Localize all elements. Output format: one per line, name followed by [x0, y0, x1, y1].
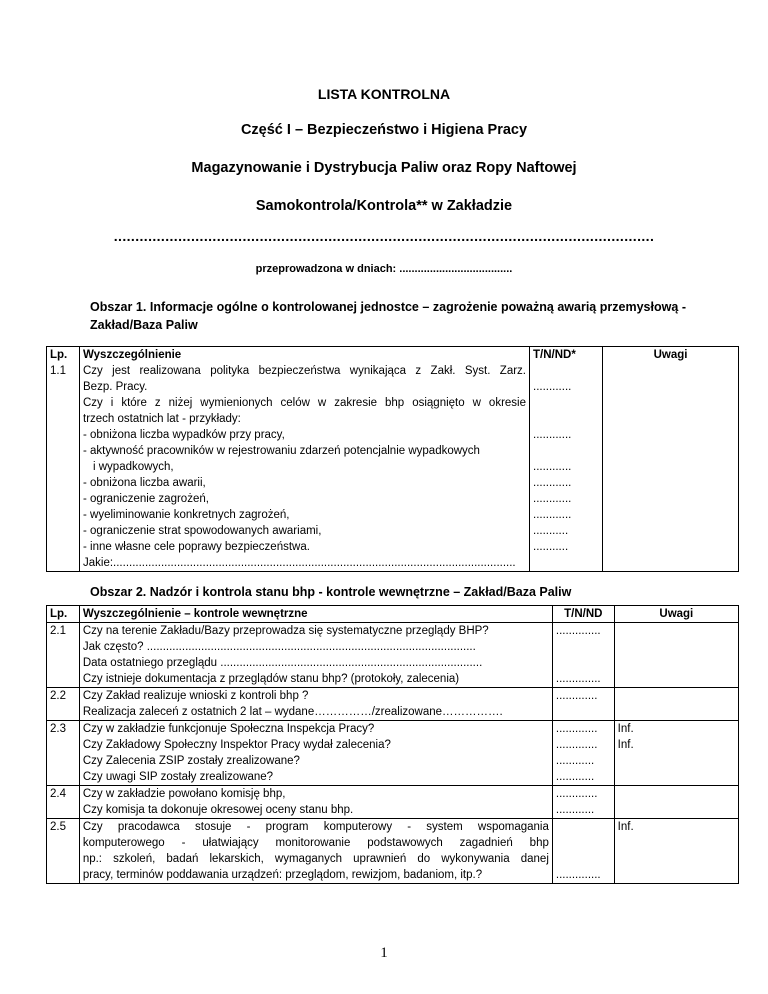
notes-cell[interactable] [614, 819, 738, 884]
description-cell [79, 819, 552, 884]
item-line: - wyeliminowanie konkretnych zagrożeń, [83, 509, 290, 521]
answer-blank[interactable] [533, 555, 599, 571]
control-type-title: Samokontrola/Kontrola** w Zakładzie [255, 198, 513, 214]
answer-blank[interactable]: ............ [533, 493, 572, 505]
answer-blank[interactable]: ............ [555, 804, 595, 816]
notes-cell[interactable] [603, 347, 739, 572]
area1-table [46, 346, 739, 572]
area2-header-row [47, 606, 739, 623]
item-line: - obniżona liczba wypadków przy pracy, [83, 429, 285, 441]
answer-blank[interactable] [556, 704, 611, 720]
part-title: Część I – Bezpieczeństwo i Higiena Pracy [240, 122, 528, 138]
item-line: Czy i które z niżej wymienionych celów w zakresie bhp osiągnięto w okresie [83, 397, 526, 409]
answer-blank[interactable] [556, 655, 611, 671]
item-line: Realizacja zaleceń z ostatnich 2 lat – wydane……………/zrealizowane……………. [82, 706, 503, 718]
page-number: 1 [380, 945, 388, 961]
col-desc-header: Wyszczególnienie – kontrole wewnętrzne [79, 606, 552, 623]
answer-blank[interactable]: .............. [555, 673, 601, 685]
area2-title: Obszar 2. Nadzór i kontrola stanu bhp - kontrole wewnętrzne – Zakład/Baza Paliw [90, 585, 572, 599]
note-text [618, 623, 735, 639]
item-line: Czy Zakładowy Społeczny Inspektor Pracy wydał zalecenia? [82, 739, 391, 751]
item-line: Czy jest realizowana polityka bezpieczeństwa wynikająca z Zakł. Syst. Zarz. [83, 365, 526, 377]
notes-cell[interactable] [614, 786, 738, 819]
item-line: trzech ostatnich lat - przykłady: [83, 413, 241, 425]
lp-number: 2.4 [47, 786, 80, 819]
answer-cell [552, 721, 614, 786]
answer-blank[interactable]: ............. [555, 723, 598, 735]
notes-cell[interactable] [614, 623, 738, 688]
inspection-dates: przeprowadzona w dniach: ..................................... [255, 263, 513, 275]
answer-blank[interactable]: ............ [533, 509, 572, 521]
item-line: - ograniczenie strat spowodowanych awariami, [83, 525, 322, 537]
col-lp-header: Lp. [50, 349, 68, 361]
answer-cell [552, 786, 614, 819]
description-cell [79, 623, 552, 688]
item-line: - inne własne cele poprawy bezpieczeństwa. [83, 541, 310, 553]
item-line: Jakie:.............................................................................................................................. [83, 557, 516, 569]
lp-cell [47, 347, 80, 572]
description-cell [79, 786, 552, 819]
description-cell [79, 688, 552, 721]
table-row [47, 721, 739, 786]
area2-table [46, 605, 739, 884]
answer-blank[interactable] [556, 851, 611, 867]
item-line: Czy na terenie Zakładu/Bazy przeprowadza się systematyczne przeglądy BHP? [82, 625, 489, 637]
answer-blank[interactable] [533, 363, 599, 379]
lp-number: 2.1 [47, 623, 80, 688]
area1-title: Obszar 1. Informacje ogólne o kontrolowanej jednostce – zagrożenie poważną awarią przemysłową - Zakład/Baza Paliw [90, 300, 686, 332]
answer-blank[interactable]: ............ [555, 771, 595, 783]
answer-cell [552, 819, 614, 884]
item-line: Czy w zakładzie funkcjonuje Społeczna Inspekcja Pracy? [82, 723, 375, 735]
answer-blank[interactable]: ........... [533, 541, 569, 553]
answer-blank[interactable] [556, 639, 611, 655]
lp-number: 2.2 [47, 688, 80, 721]
answer-blank[interactable]: ............. [555, 739, 598, 751]
item-line: - aktywność pracowników w rejestrowaniu zdarzeń potencjalnie wypadkowych [83, 445, 480, 457]
item-line: - obniżona liczba awarii, [83, 477, 206, 489]
item-line: - ograniczenie zagrożeń, [83, 493, 209, 505]
notes-cell[interactable] [614, 688, 738, 721]
item-line: Data ostatniego przeglądu .................................................................................. [82, 657, 483, 669]
answer-blank[interactable]: ........... [533, 525, 569, 537]
description-cell [79, 721, 552, 786]
lp-number: 1.1 [50, 365, 66, 377]
item-line: Czy pracodawca stosuje - program komputerowy - system wspomagania [82, 821, 549, 833]
col-uwagi-header: Uwagi [614, 606, 738, 623]
answer-blank[interactable] [556, 819, 611, 835]
answer-cell [552, 688, 614, 721]
lp-number: 2.5 [47, 819, 80, 884]
scope-title: Magazynowanie i Dystrybucja Paliw oraz Ropy Naftowej [191, 160, 577, 176]
answer-blank[interactable] [533, 395, 599, 411]
col-uwagi-header: Uwagi [653, 349, 688, 361]
item-line: Czy w zakładzie powołano komisję bhp, [82, 788, 286, 800]
table-row [47, 688, 739, 721]
company-name-blank: .............................................................................................................................. [113, 228, 655, 244]
answer-blank[interactable]: ............. [555, 788, 598, 800]
answer-cell [530, 347, 603, 572]
col-tn-header: T/N/ND* [533, 349, 576, 361]
answer-blank[interactable] [533, 411, 599, 427]
table-row [47, 819, 739, 884]
answer-blank[interactable]: ............ [533, 477, 572, 489]
answer-blank[interactable]: ............ [555, 755, 595, 767]
col-desc-header: Wyszczególnienie [83, 349, 182, 361]
item-line: Jak często? ....................................................................................................... [82, 641, 476, 653]
item-line: Czy istnieje dokumentacja z przeglądów stanu bhp? (protokoły, zalecenia) [82, 673, 460, 685]
table-row [47, 623, 739, 688]
answer-blank[interactable]: .............. [555, 625, 601, 637]
item-line: np.: szkoleń, badań lekarskich, wymaganych uprawnień do wykonywania danej [82, 853, 549, 865]
item-line: Czy Zalecenia ZSIP zostały zrealizowane? [82, 755, 300, 767]
table-row [47, 786, 739, 819]
answer-blank[interactable]: ............ [533, 381, 572, 393]
item-line: i wypadkowych, [93, 461, 174, 473]
area1-table-row [47, 347, 739, 572]
item-line: Bezp. Pracy. [83, 381, 148, 393]
item-line: komputerowego - ułatwiający monitorowanie podstawowych zagadnień bhp [82, 837, 549, 849]
description-cell [80, 347, 530, 572]
answer-blank[interactable]: .............. [555, 869, 601, 881]
answer-blank[interactable]: ............ [533, 461, 572, 473]
answer-cell [552, 623, 614, 688]
col-tn-header: T/N/ND [552, 606, 614, 623]
item-line: Czy komisja ta dokonuje okresowej oceny stanu bhp. [82, 804, 354, 816]
item-line: pracy, terminów poddawania urządzeń: przeglądom, rewizjom, badaniom, itp.? [82, 869, 483, 881]
note-text: Inf. [617, 723, 634, 735]
item-line: Czy uwagi SIP zostały zrealizowane? [82, 771, 274, 783]
document-title: LISTA KONTROLNA [317, 86, 451, 102]
note-text: Inf. [617, 821, 634, 833]
answer-blank[interactable]: ............ [533, 429, 572, 441]
note-text: Inf. [617, 739, 634, 751]
item-line: Czy Zakład realizuje wnioski z kontroli bhp ? [82, 690, 309, 702]
answer-blank[interactable]: ............. [555, 690, 598, 702]
answer-blank[interactable] [533, 443, 599, 459]
answer-blank[interactable] [556, 835, 611, 851]
lp-number: 2.3 [47, 721, 80, 786]
col-lp-header: Lp. [47, 606, 80, 623]
notes-cell[interactable] [614, 721, 738, 786]
